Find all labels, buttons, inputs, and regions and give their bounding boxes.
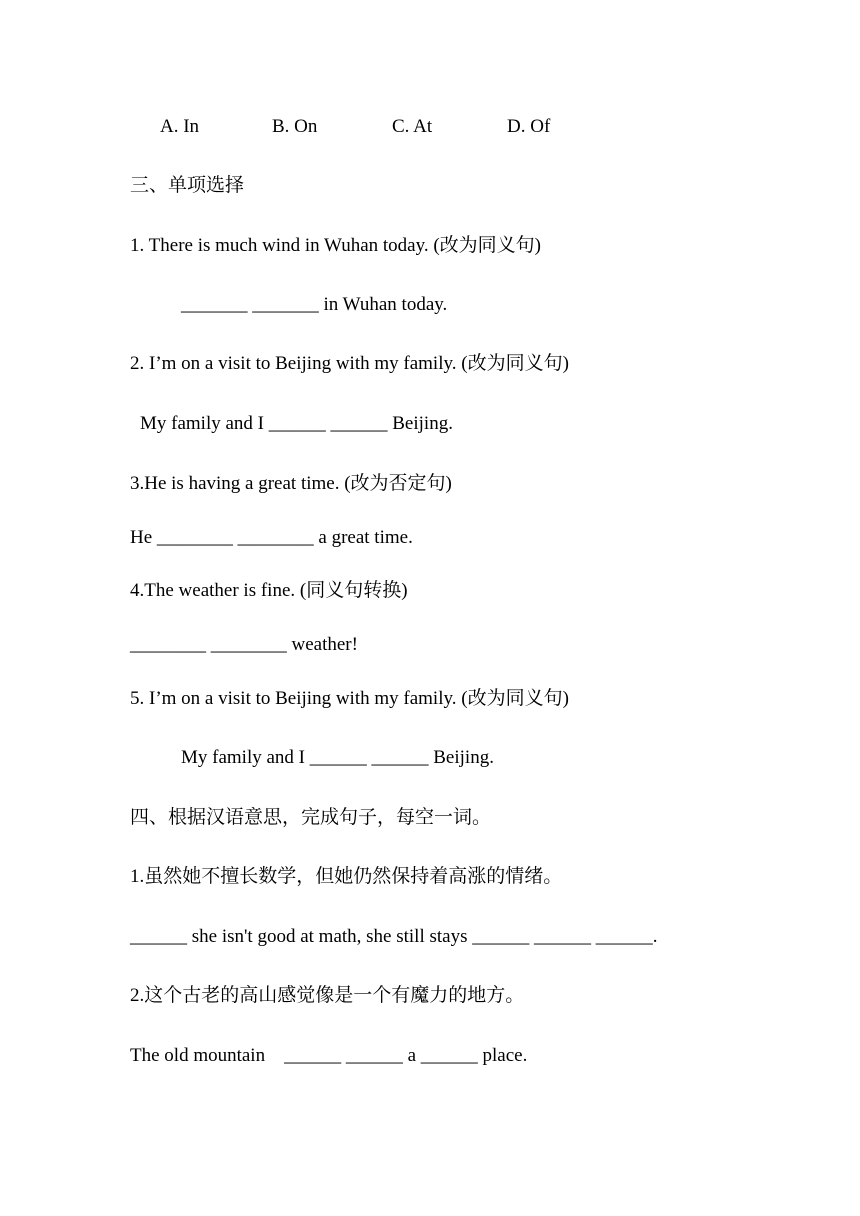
option-b: B. On bbox=[272, 116, 318, 137]
option-d: D. Of bbox=[507, 116, 551, 137]
answer-line-2: The old mountain ______ ______ a ______ place. bbox=[130, 1045, 528, 1066]
question-1: 1. There is much wind in Wuhan today. (改为同义句) bbox=[130, 235, 542, 256]
question-1: 1.虽然她不擅长数学，但她仍然保持着高涨的情绪。 bbox=[130, 866, 563, 887]
question-2: 2. I’m on a visit to Beijing with my family. (改为同义句) bbox=[130, 353, 569, 374]
option-a: A. In bbox=[160, 116, 200, 137]
question-5: 5. I’m on a visit to Beijing with my family. (改为同义句) bbox=[130, 688, 569, 709]
option-c: C. At bbox=[392, 116, 433, 137]
answer-line-5: My family and I ______ ______ Beijing. bbox=[181, 747, 494, 768]
question-4: 4.The weather is fine. (同义句转换) bbox=[130, 580, 408, 601]
section-heading: 三、单项选择 bbox=[130, 175, 245, 196]
answer-line-3: He ________ ________ a great time. bbox=[130, 527, 413, 548]
answer-line-1: _______ _______ in Wuhan today. bbox=[181, 294, 448, 315]
section-heading: 四、根据汉语意思，完成句子，每空一词。 bbox=[130, 807, 492, 828]
answer-line-2: My family and I ______ ______ Beijing. bbox=[140, 413, 453, 434]
question-3: 3.He is having a great time. (改为否定句) bbox=[130, 473, 452, 494]
answer-line-4: ________ ________ weather! bbox=[130, 634, 358, 655]
answer-line-1: ______ she isn't good at math, she still stays ______ ______ ______. bbox=[130, 926, 658, 947]
question-2: 2.这个古老的高山感觉像是一个有魔力的地方。 bbox=[130, 985, 525, 1006]
